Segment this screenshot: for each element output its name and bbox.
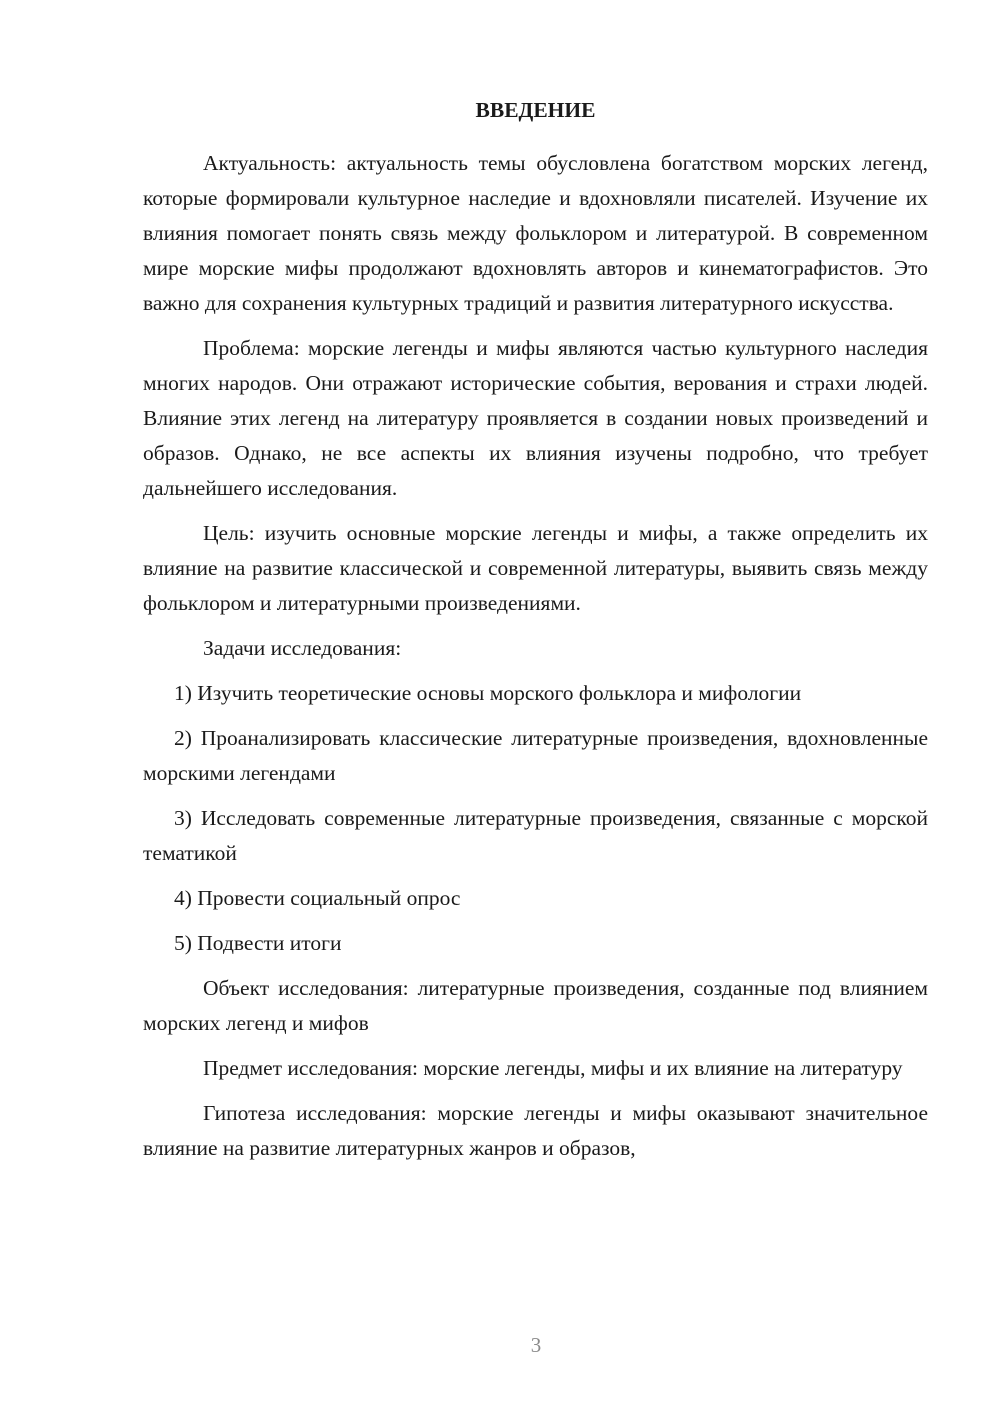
tasks-title: Задачи исследования:	[203, 636, 402, 660]
document-page	[143, 92, 928, 1176]
page-number: 3	[530, 1333, 542, 1357]
goal-paragraph: Цель: изучить основные морские легенды и мифы, а также определить их влияние на развитие классической и современной литературы, выявить связь между фольклором и литературными произведениями.	[143, 521, 928, 615]
task-item-5: 5) Подвести итоги	[174, 931, 342, 955]
relevance-paragraph: Актуальность: актуальность темы обусловлена богатством морских легенд, которые формировали культурное наследие и вдохновляли писателей. Изучение их влияния помогает понять связь между фольклором и литературой. В современном мире морские мифы продолжают вдохновлять авторов и кинематографистов. Это важно для сохранения культурных традиций и развития литературного искусства.	[143, 151, 928, 315]
task-item-3: 3) Исследовать современные литературные произведения, связанные с морской тематикой	[143, 806, 928, 865]
task-item-2: 2) Проанализировать классические литературные произведения, вдохновленные морскими легендами	[143, 726, 928, 785]
task-item-1: 1) Изучить теоретические основы морского фольклора и мифологии	[174, 681, 802, 705]
hypothesis-paragraph: Гипотеза исследования: морские легенды и мифы оказывают значительное влияние на развитие литературных жанров и образов,	[143, 1101, 928, 1160]
task-item-4: 4) Провести социальный опрос	[174, 886, 461, 910]
object-paragraph: Объект исследования: литературные произведения, созданные под влиянием морских легенд и мифов	[143, 976, 928, 1035]
problem-paragraph: Проблема: морские легенды и мифы являются частью культурного наследия многих народов. Они отражают исторические события, верования и страхи людей. Влияние этих легенд на литературу проявляется в создании новых произведений и образов. Однако, не все аспекты их влияния изучены подробно, что требует дальнейшего исследования.	[143, 336, 928, 500]
subject-paragraph: Предмет исследования: морские легенды, мифы и их влияние на литературу	[203, 1056, 903, 1080]
page-title: ВВЕДЕНИЕ	[475, 98, 596, 122]
